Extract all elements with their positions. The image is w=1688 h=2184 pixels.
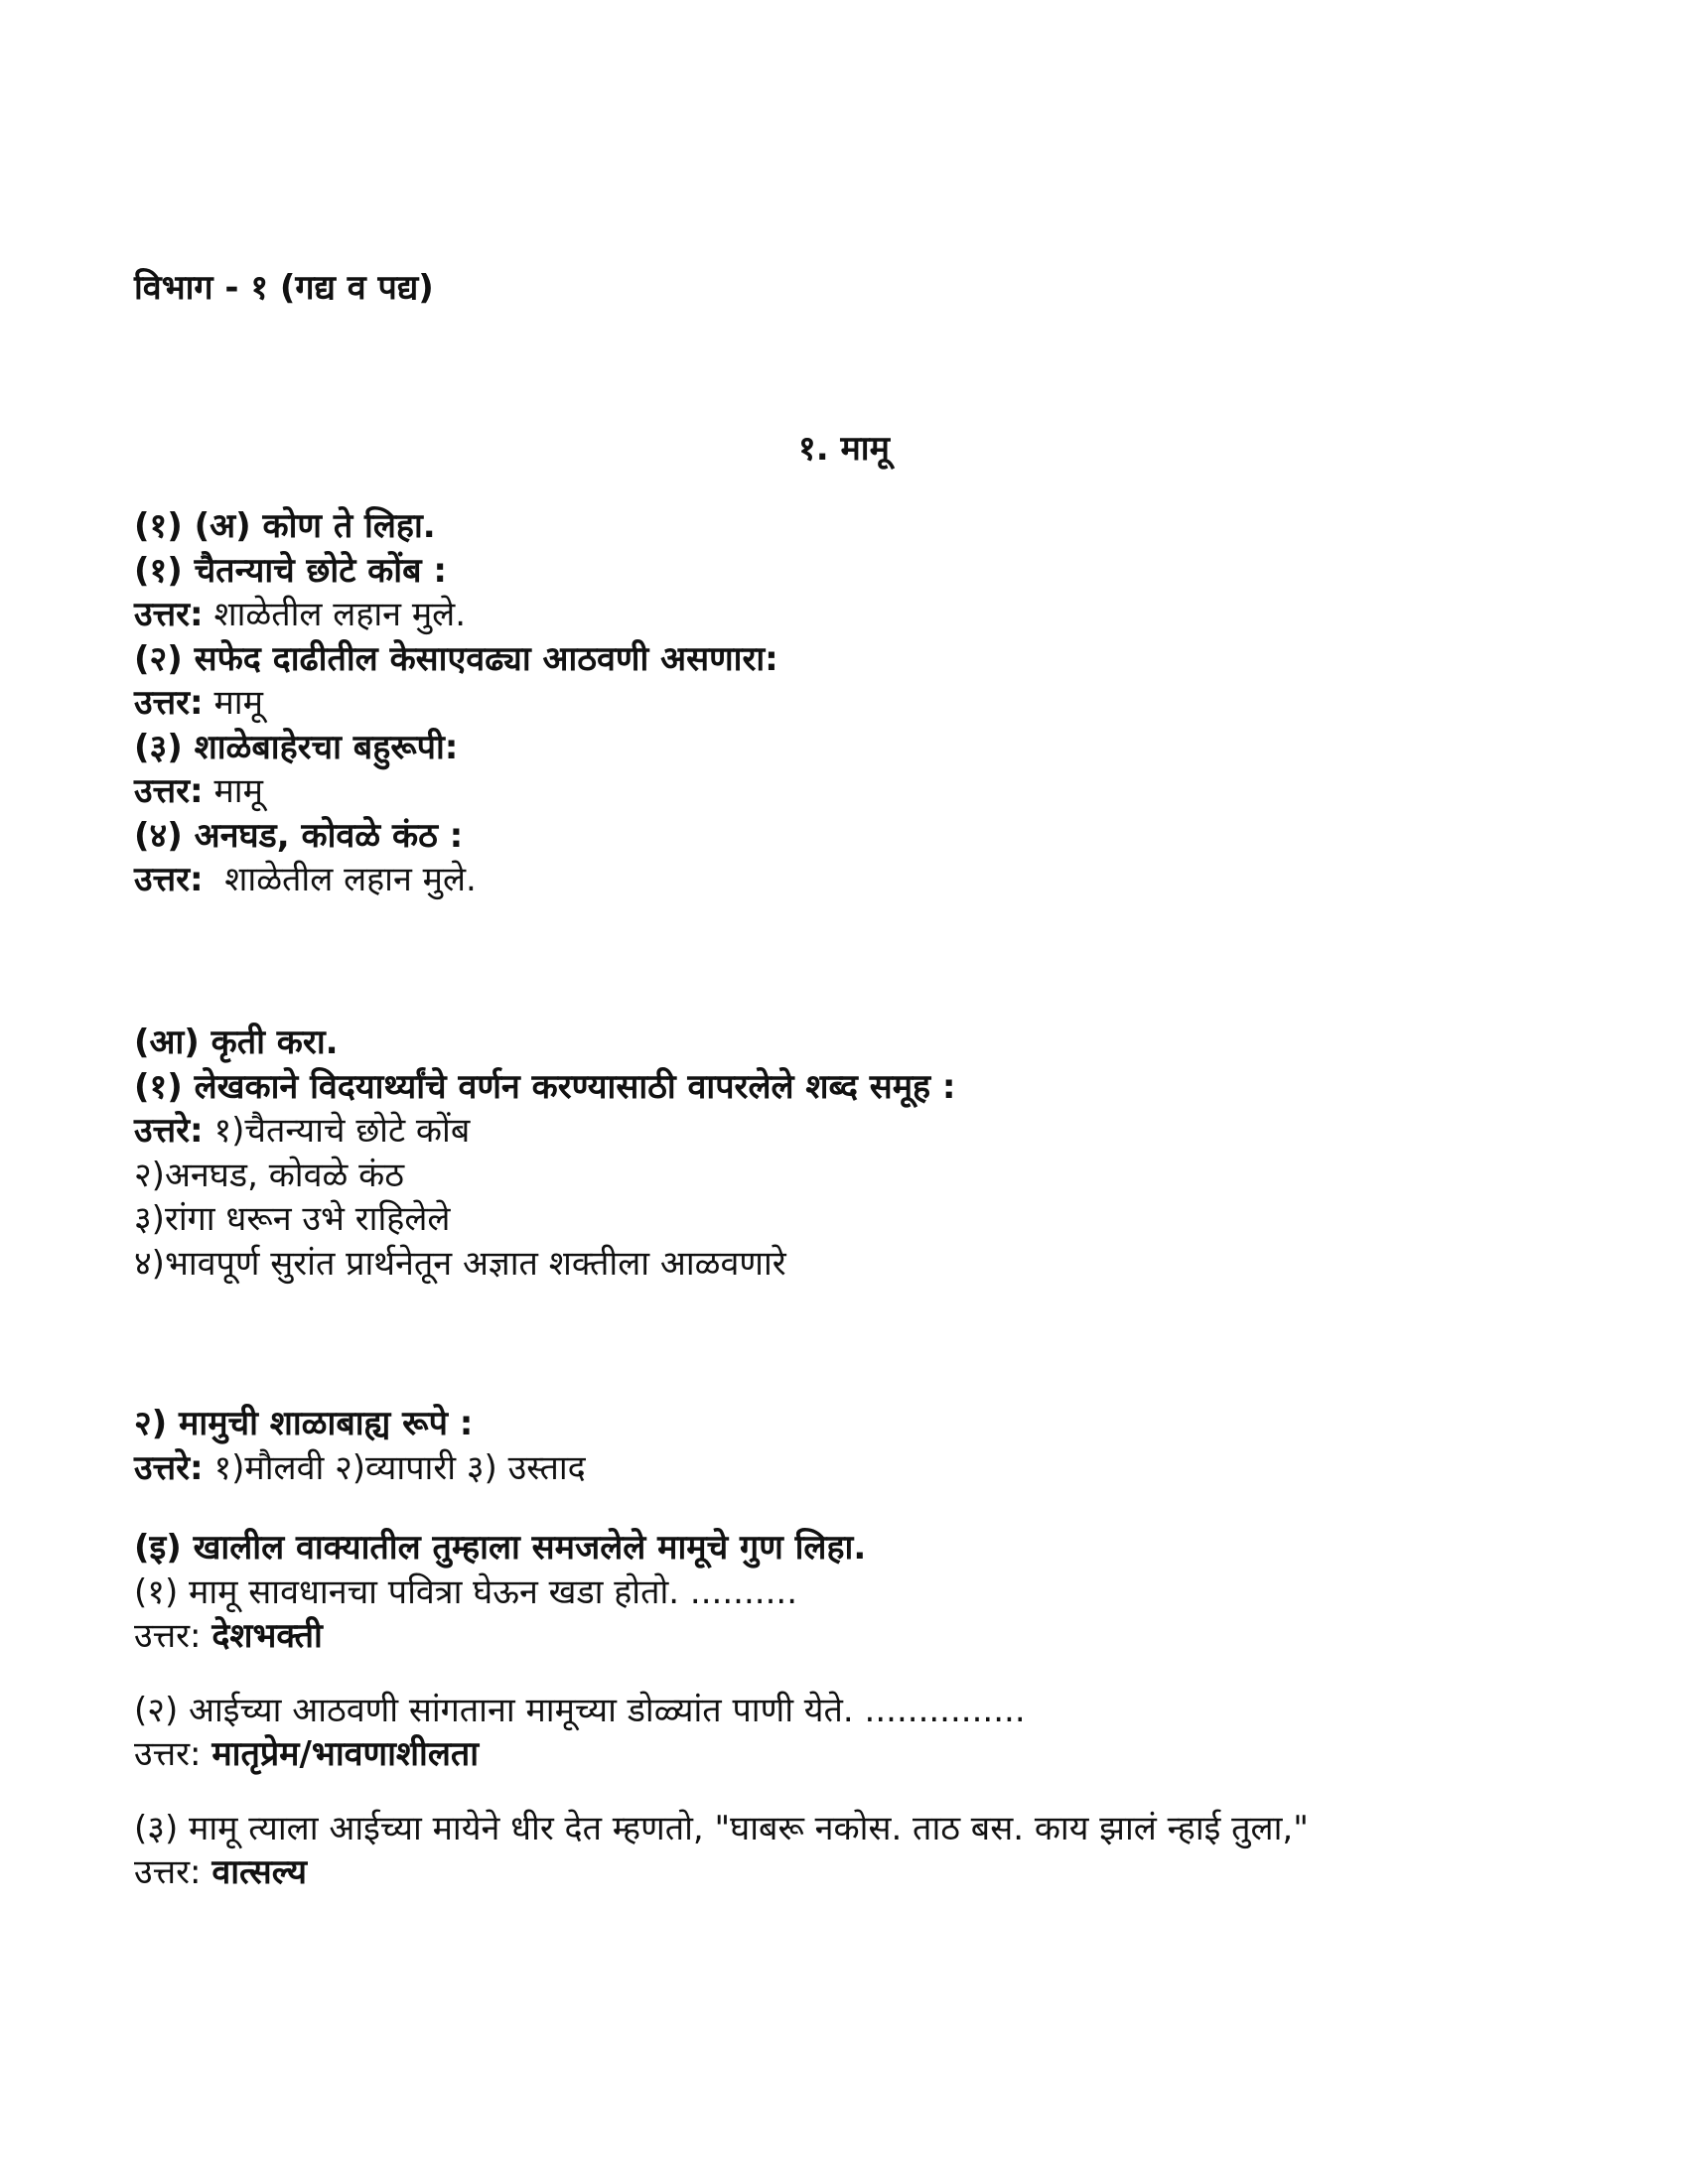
answer-label: उत्तर: — [134, 683, 204, 723]
answer-text: देशभक्ती — [211, 1616, 323, 1656]
answer-text: २)अनघड, कोवळे कंठ — [134, 1155, 405, 1195]
answer — [134, 1109, 1623, 1154]
answers-label: उत्तरे: — [134, 1447, 204, 1488]
part-aa-q2 — [134, 1402, 1623, 1490]
answer-text: मातृप्रेम/भावणाशीलता — [211, 1734, 480, 1774]
question: (२) आईच्या आठवणी सांगताना मामूच्या डोळ्यांत पाणी येते. ............... — [134, 1690, 1026, 1730]
answer — [134, 593, 1623, 637]
answer-text: ४)भावपूर्ण सुरांत प्रार्थनेतून अज्ञात शक्तीला आळवणारे — [134, 1243, 786, 1284]
answer-label: उत्तर: — [134, 595, 204, 634]
question: (३) शाळेबाहेरचा बहुरूपी: — [134, 727, 459, 767]
part-aa-heading: (आ) कृती करा. — [134, 1023, 339, 1062]
answer — [134, 681, 1623, 726]
answer-text: वात्सल्य — [211, 1852, 307, 1892]
question: (२) सफेद दाढीतील केसाएवढ्या आठवणी असणारा: — [134, 638, 778, 679]
question: (३) मामू त्याला आईच्या मायेने धीर देत म्हणतो, "घाबरू नकोस. ताठ बस. काय झालं न्हाई तुला," — [134, 1808, 1309, 1848]
answer-label: उत्तर: — [134, 771, 204, 811]
answer-text: शाळेतील लहान मुले. — [224, 860, 477, 899]
answer-text: १)चैतन्याचे छोटे कोंब — [213, 1111, 471, 1151]
answer-label: उत्तर: — [134, 1734, 202, 1774]
answer-text: १)मौलवी २)व्यापारी ३) उस्ताद — [213, 1447, 586, 1488]
answer-text: ३)रांगा धरून उभे राहिलेले — [134, 1199, 451, 1239]
answer-label: उत्तर: — [134, 1852, 202, 1892]
answer-label: उत्तर: — [134, 1616, 202, 1656]
answer-text: मामू — [213, 771, 263, 811]
part-i-heading: (इ) खालील वाक्यातील तुम्हाला समजलेले मामूचे गुण लिहा. — [134, 1528, 867, 1568]
answer — [134, 1732, 1623, 1777]
answer — [134, 1446, 1623, 1491]
part-a — [134, 504, 1623, 902]
cut-off-text-fragment — [134, 1971, 1326, 1980]
answer — [134, 769, 1623, 814]
answers-label: उत्तरे: — [134, 1111, 204, 1151]
part-a-heading: (१) (अ) कोण ते लिहा. — [134, 506, 436, 546]
answer — [134, 858, 1623, 902]
part-aa — [134, 1021, 1623, 1286]
question: (१) मामू सावधानचा पवित्रा घेऊन खडा होतो. .......... — [134, 1571, 797, 1612]
part-i — [134, 1526, 1623, 1895]
answer-text: मामू — [213, 683, 263, 723]
chapter-title: १. मामू — [798, 429, 890, 469]
answer-label: उत्तर: — [134, 860, 204, 899]
answer — [134, 1850, 1623, 1895]
question: २) मामुची शाळाबाह्य रूपे : — [134, 1404, 474, 1443]
answer-text: शाळेतील लहान मुले. — [213, 595, 467, 634]
question: (४) अनघड, कोवळे कंठ : — [134, 815, 464, 856]
question: (१) चैतन्याचे छोटे कोंब : — [134, 550, 447, 591]
answer — [134, 1614, 1623, 1659]
section-title: विभाग - १ (गद्य व पद्य) — [134, 268, 434, 308]
question: (१) लेखकाने विदयार्थ्यांचे वर्णन करण्यासाठी वापरलेले शब्द समूह : — [134, 1066, 956, 1107]
